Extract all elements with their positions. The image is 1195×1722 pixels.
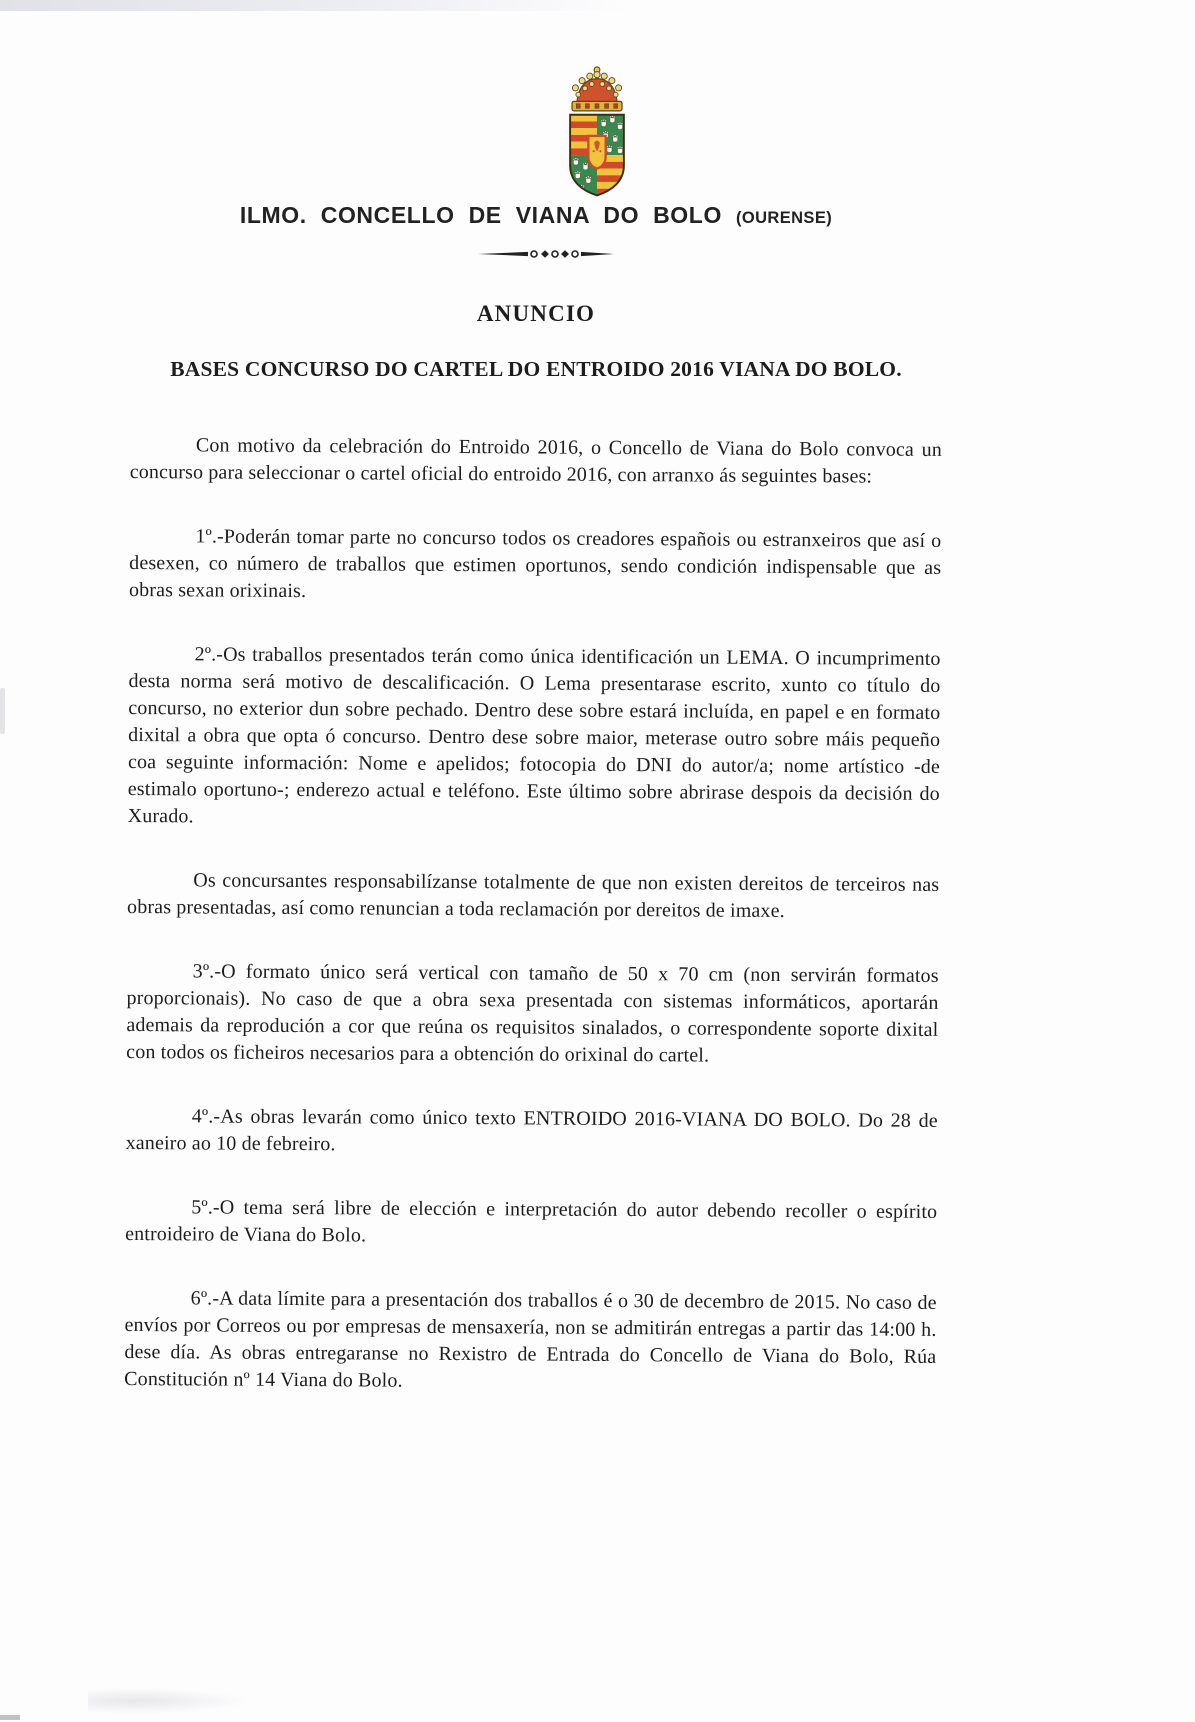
paragraph-clause-3: 3º.-O formato único será vertical con tamaño de 50 x 70 cm (non servirán formatos proporcionais). No caso de que a obra sexa presentada con sistemas informáticos, aportarán ademais da reprodución a cor que reúna os requisitos sinalados, o correspondente soporte dixital con todos os ficheiros necesarios para a obtención do orixinal do cartel. [126, 960, 939, 1067]
scan-artifact-bottom-corner [0, 1715, 20, 1720]
paragraph-clause-4: 4º.-As obras levarán como único texto ENTROIDO 2016-VIANA DO BOLO. Do 28 de xaneiro ao 10 de febreiro. [125, 1105, 938, 1156]
divider-svg [478, 247, 614, 261]
paragraph-rights: Os concursantes responsabilízanse totalmente de que non existen dereitos de terceiros nas obras presentadas, así como renuncian a toda reclamación por dereitos de imaxe. [127, 869, 940, 923]
paragraph-clause-6: 6º.-A data límite para a presentación dos traballos é o 30 de decembro de 2015. No caso de envíos por Correos ou por empresas de mensaxería, non se admitirán entregas a partir das 14:00 h. dese día. As obras entregaranse no Rexistro de Entrada do Concello de Viana do Bolo, Rúa Constitución nº 14 Viana do Bolo. [124, 1287, 937, 1392]
province-label: (OURENSE) [735, 209, 833, 227]
scan-artifact-left-edge [0, 688, 5, 734]
coat-of-arms-icon [549, 64, 645, 202]
document-title: ANUNCIO [476, 301, 596, 326]
scan-artifact-top [0, 0, 630, 11]
document-subtitle: BASES CONCURSO DO CARTEL DO ENTROIDO 2016 VIANA DO BOLO. [170, 357, 902, 381]
organization-header [130, 202, 942, 229]
paragraph-intro: Con motivo da celebración do Entroido 2016, o Concello de Viana do Bolo convoca un concurso para seleccionar o cartel oficial do entroido 2016, con arranxo ás seguintes bases: [129, 434, 942, 488]
crown-icon [572, 67, 622, 111]
coat-of-arms-svg [549, 64, 645, 202]
paragraph-clause-1: 1º.-Poderán tomar parte no concurso todos os creadores españois ou estranxeiros que así o desexen, co número de traballos que estimen oportunos, sendo condición indispensable que as obras sexan orixinais. [128, 525, 942, 603]
document-body [124, 432, 942, 1435]
paragraph-clause-2: 2º.-Os traballos presentados terán como única identificación un LEMA. O incumprimento desta norma será motivo de descalificación. O Lema presentarase escrito, xunto co título do concurso, no exterior dun sobre pechado. Dentro dese sobre estará incluída, en papel e en formato dixital a obra que opta ó concurso. Dentro dese sobre maior, meterase outro sobre máis pequeño coa seguinte información: Nome e apelidos; fotocopia do DNI do autor/a; nome artístico -de estimalo oportuno-; enderezo actual e teléfono. Este último sobre abrirase despois da decisión do Xurado. [127, 643, 941, 828]
organization-name: ILMO. CONCELLO DE VIANA DO BOLO [239, 202, 722, 228]
scan-artifact-smudge [88, 1688, 248, 1714]
ornamental-divider-icon [478, 247, 614, 261]
paragraph-clause-5: 5º.-O tema será libre de elección e interpretación do autor debendo recoller o espírito entroideiro de Viana do Bolo. [125, 1196, 938, 1247]
